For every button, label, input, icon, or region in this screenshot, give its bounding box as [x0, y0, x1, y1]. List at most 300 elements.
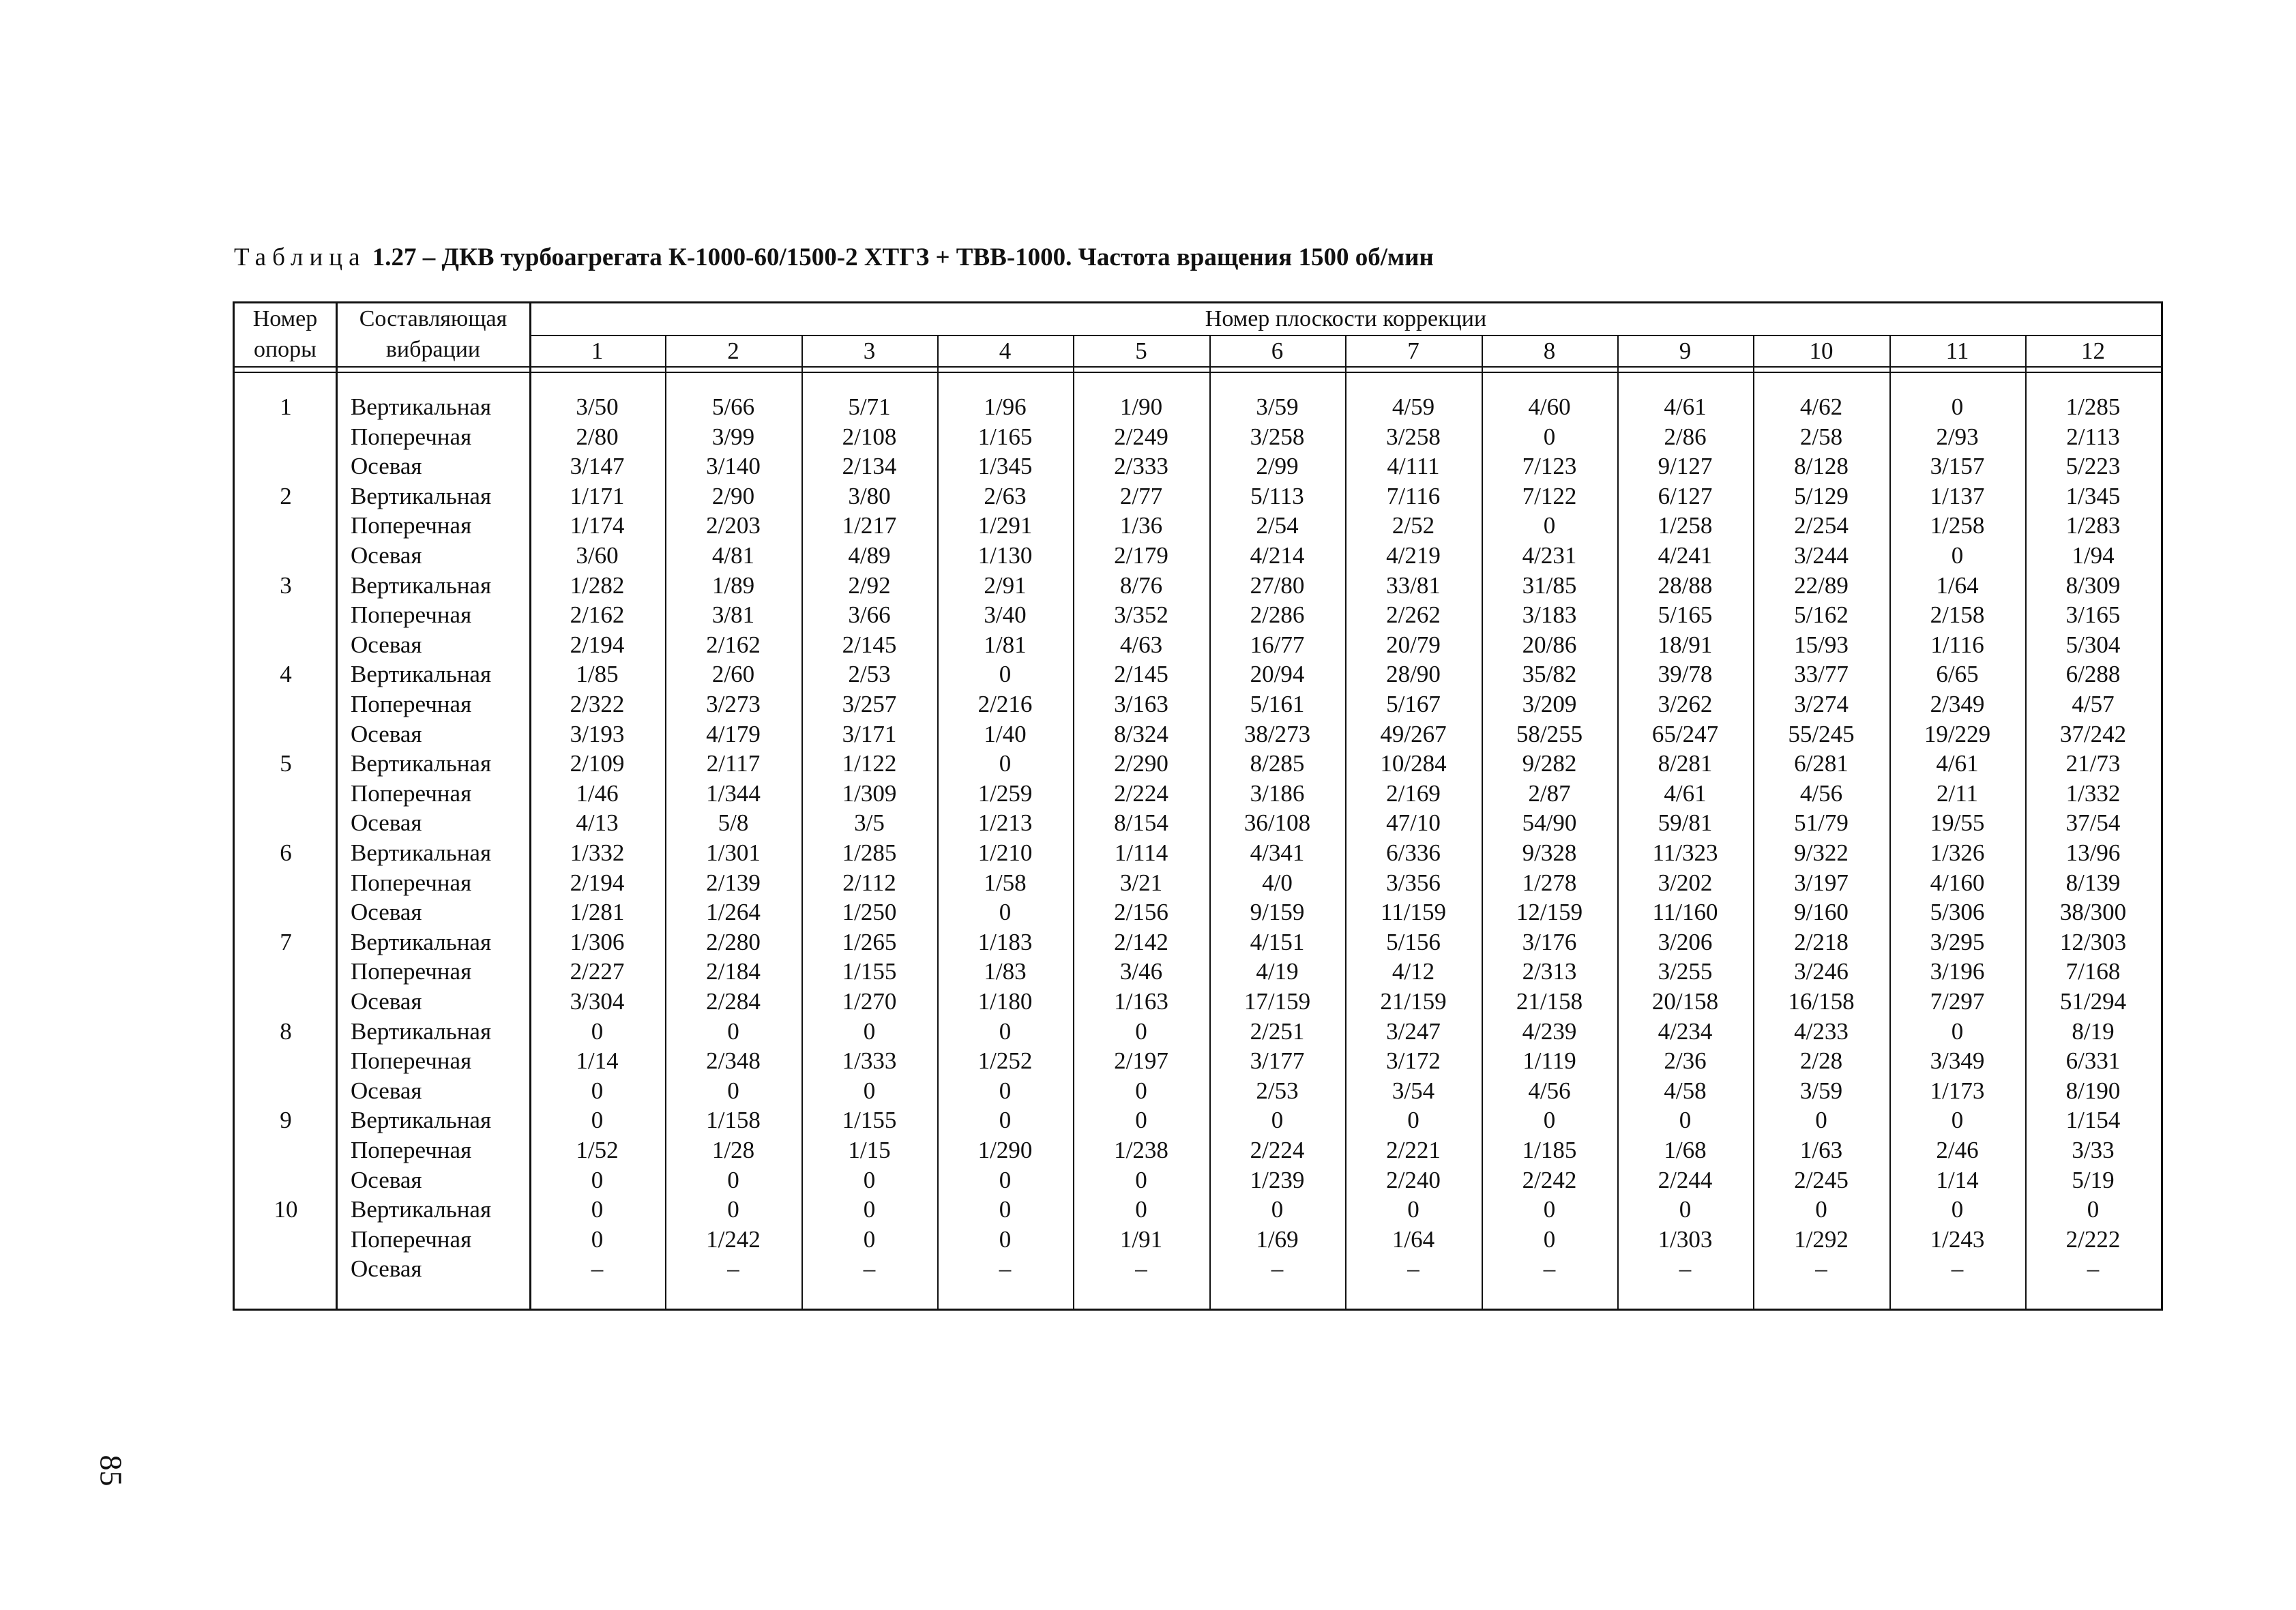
table-row	[235, 451, 2161, 481]
value-cell: 3/356	[1386, 869, 1441, 896]
value-cell: 3/196	[1930, 958, 1985, 985]
table-row	[235, 1254, 2161, 1284]
value-cell: 0	[999, 1107, 1012, 1134]
value-cell: 1/64	[1936, 571, 1979, 599]
value-cell: 4/12	[1392, 958, 1435, 985]
value-cell: 1/58	[984, 869, 1027, 896]
caption-title: 1.27 – ДКВ турбоагрегата К-1000-60/1500-2 ХТГЗ + ТВВ-1000. Частота вращения 1500 об/мин	[366, 243, 1434, 271]
value-cell: 2/92	[848, 571, 891, 599]
value-cell: 2/36	[1664, 1047, 1707, 1075]
value-cell: 3/33	[2072, 1137, 2115, 1163]
value-cell: 0	[999, 661, 1012, 688]
value-cell: 5/162	[1794, 601, 1849, 629]
value-cell: 2/87	[1528, 779, 1571, 807]
value-cell: 3/257	[842, 691, 897, 717]
table-row	[235, 1135, 2161, 1165]
value-cell: 8/309	[2065, 571, 2121, 599]
value-cell: 1/89	[711, 571, 755, 599]
value-cell: 2/53	[1256, 1077, 1299, 1104]
value-cell: 4/89	[848, 542, 891, 569]
value-cell: 1/332	[570, 839, 625, 866]
value-cell: 2/158	[1930, 601, 1985, 629]
value-cell: 8/154	[1114, 809, 1168, 837]
vibration-component-cell: Поперечная	[351, 691, 472, 717]
value-cell: 38/300	[2059, 899, 2127, 926]
value-cell: 0	[591, 1225, 604, 1253]
value-cell: 2/53	[848, 661, 891, 688]
value-cell: 2/93	[1936, 423, 1979, 450]
value-cell: 0	[591, 1166, 604, 1193]
value-cell: 1/210	[977, 839, 1033, 866]
value-cell: 4/241	[1658, 542, 1713, 569]
plane-number-header: 10	[1809, 338, 1834, 364]
value-cell: 9/159	[1250, 899, 1305, 926]
value-cell: 2/313	[1522, 958, 1577, 985]
value-cell: 1/114	[1114, 839, 1168, 866]
table-row	[235, 1046, 2161, 1076]
value-cell: 2/249	[1114, 423, 1168, 450]
value-cell: 1/69	[1256, 1225, 1299, 1253]
value-cell: 3/157	[1930, 453, 1985, 480]
value-cell: 1/344	[706, 779, 761, 807]
value-cell: 5/165	[1658, 601, 1713, 629]
value-cell: 2/108	[842, 423, 897, 450]
value-cell: 0	[591, 1196, 604, 1223]
plane-number-header: 7	[1407, 338, 1419, 364]
value-cell: 8/324	[1114, 720, 1168, 747]
value-cell: 3/247	[1386, 1017, 1441, 1045]
value-cell: 5/19	[2072, 1166, 2115, 1193]
value-cell: 18/91	[1658, 631, 1713, 658]
value-cell: 1/239	[1250, 1166, 1305, 1193]
value-cell: 1/265	[842, 928, 897, 955]
value-cell: 4/63	[1119, 631, 1163, 658]
value-cell: 0	[1135, 1107, 1147, 1134]
caption-label: Таблица	[234, 243, 366, 271]
value-cell: 3/147	[570, 453, 625, 480]
plane-number-header: 4	[999, 338, 1012, 364]
support-number-cell: 6	[280, 839, 292, 866]
value-cell: 0	[727, 1077, 739, 1104]
vibration-component-cell: Вертикальная	[351, 661, 492, 688]
value-cell: 5/129	[1794, 482, 1849, 509]
value-cell: 4/234	[1658, 1017, 1713, 1045]
value-cell: 4/81	[711, 542, 755, 569]
value-cell: 8/76	[1119, 571, 1163, 599]
vibration-component-cell: Поперечная	[351, 1137, 472, 1163]
value-cell: 9/328	[1522, 839, 1577, 866]
table-row	[235, 957, 2161, 987]
value-cell: –	[1407, 1255, 1419, 1283]
value-cell: 3/186	[1250, 779, 1305, 807]
value-cell: 4/61	[1664, 393, 1707, 420]
value-cell: –	[1951, 1255, 1964, 1283]
value-cell: 4/59	[1392, 393, 1435, 420]
vibration-component-cell: Осевая	[351, 1166, 422, 1193]
value-cell: 1/14	[1936, 1166, 1979, 1193]
value-cell: 1/345	[2065, 482, 2121, 509]
value-cell: 1/40	[984, 720, 1027, 747]
value-cell: 0	[1407, 1196, 1419, 1223]
value-cell: 6/288	[2065, 661, 2121, 688]
table-row	[235, 511, 2161, 541]
value-cell: 1/64	[1392, 1225, 1435, 1253]
value-cell: 3/21	[1119, 869, 1163, 896]
value-cell: 3/352	[1114, 601, 1168, 629]
value-cell: 3/59	[1799, 1077, 1843, 1104]
value-cell: 5/8	[718, 809, 749, 837]
support-number-cell: 3	[280, 571, 292, 599]
header-support-line1: Номер	[252, 306, 318, 331]
value-cell: 7/123	[1522, 453, 1577, 480]
value-cell: 0	[999, 899, 1012, 926]
value-cell: 2/244	[1658, 1166, 1713, 1193]
value-cell: 4/239	[1522, 1017, 1577, 1045]
value-cell: 33/81	[1386, 571, 1441, 599]
value-cell: 3/54	[1392, 1077, 1435, 1104]
value-cell: 0	[1543, 423, 1556, 450]
value-cell: 8/128	[1794, 453, 1849, 480]
value-cell: 51/294	[2059, 988, 2127, 1015]
value-cell: 15/93	[1794, 631, 1849, 658]
value-cell: 6/331	[2065, 1047, 2121, 1075]
value-cell: 20/79	[1386, 631, 1441, 658]
value-cell: 2/251	[1250, 1017, 1305, 1045]
value-cell: 5/161	[1250, 691, 1305, 717]
value-cell: 1/183	[977, 928, 1033, 955]
value-cell: 2/52	[1392, 512, 1435, 539]
value-cell: 2/224	[1114, 779, 1168, 807]
value-cell: 1/46	[576, 779, 619, 807]
table-row	[235, 838, 2161, 868]
value-cell: 2/194	[570, 631, 625, 658]
header-component-line2: вибрации	[385, 337, 481, 362]
value-cell: 35/82	[1522, 661, 1577, 688]
value-cell: 3/258	[1250, 423, 1305, 450]
value-cell: 33/77	[1794, 661, 1849, 688]
value-cell: 1/52	[576, 1137, 619, 1163]
value-cell: –	[1679, 1255, 1692, 1283]
value-cell: 1/278	[1522, 869, 1577, 896]
value-cell: 2/222	[2065, 1225, 2121, 1253]
table-row	[235, 630, 2161, 660]
value-cell: 20/94	[1250, 661, 1305, 688]
value-cell: 1/252	[977, 1047, 1033, 1075]
value-cell: 3/209	[1522, 691, 1577, 717]
value-cell: 19/55	[1930, 809, 1985, 837]
value-cell: 2/221	[1386, 1137, 1441, 1163]
value-cell: 0	[999, 1017, 1012, 1045]
value-cell: 4/219	[1386, 542, 1441, 569]
table-row	[235, 1105, 2161, 1135]
value-cell: 0	[1543, 1196, 1556, 1223]
value-cell: 2/169	[1386, 779, 1441, 807]
value-cell: 2/77	[1119, 482, 1163, 509]
value-cell: 2/99	[1256, 453, 1299, 480]
value-cell: 5/167	[1386, 691, 1441, 717]
plane-number-header: 9	[1679, 338, 1692, 364]
value-cell: 10/284	[1380, 750, 1447, 777]
value-cell: 2/46	[1936, 1137, 1979, 1163]
value-cell: 7/168	[2065, 958, 2121, 985]
value-cell: 4/56	[1528, 1077, 1571, 1104]
value-cell: 1/91	[1119, 1225, 1163, 1253]
value-cell: 2/348	[706, 1047, 761, 1075]
value-cell: 11/160	[1652, 899, 1718, 926]
value-cell: 2/86	[1664, 423, 1707, 450]
value-cell: 2/80	[576, 423, 619, 450]
value-cell: 1/36	[1119, 512, 1163, 539]
value-cell: 3/40	[984, 601, 1027, 629]
value-cell: 6/336	[1386, 839, 1441, 866]
value-cell: 1/15	[848, 1137, 891, 1163]
support-number-cell: 10	[274, 1196, 298, 1223]
value-cell: 1/163	[1114, 988, 1168, 1015]
value-cell: 1/14	[576, 1047, 619, 1075]
value-cell: 0	[999, 1196, 1012, 1223]
value-cell: 1/285	[2065, 393, 2121, 420]
vibration-component-cell: Поперечная	[351, 1225, 472, 1253]
value-cell: 1/63	[1799, 1137, 1843, 1163]
value-cell: 2/91	[984, 571, 1027, 599]
value-cell: 2/112	[842, 869, 896, 896]
value-cell: 2/245	[1794, 1166, 1849, 1193]
table-row	[235, 689, 2161, 719]
value-cell: 0	[999, 1225, 1012, 1253]
value-cell: 3/46	[1119, 958, 1163, 985]
table-row	[235, 571, 2161, 601]
table-row	[235, 868, 2161, 898]
value-cell: 2/184	[706, 958, 761, 985]
header-plane-group: Номер плоскости коррекции	[1205, 306, 1487, 331]
value-cell: 2/216	[977, 691, 1033, 717]
vibration-component-cell: Вертикальная	[351, 839, 492, 866]
value-cell: –	[727, 1255, 739, 1283]
vibration-component-cell: Осевая	[351, 988, 422, 1015]
value-cell: 4/151	[1250, 928, 1305, 955]
vibration-component-cell: Вертикальная	[351, 482, 492, 509]
value-cell: 4/60	[1528, 393, 1571, 420]
value-cell: 0	[1407, 1107, 1419, 1134]
value-cell: 1/258	[1930, 512, 1985, 539]
grid-line	[235, 366, 2161, 368]
value-cell: 1/130	[977, 542, 1033, 569]
value-cell: 3/258	[1386, 423, 1441, 450]
value-cell: 2/139	[706, 869, 761, 896]
value-cell: 4/58	[1664, 1077, 1707, 1104]
value-cell: 1/158	[706, 1107, 761, 1134]
value-cell: 2/227	[570, 958, 625, 985]
value-cell: 2/109	[570, 750, 625, 777]
table-row	[235, 808, 2161, 838]
value-cell: 0	[863, 1077, 876, 1104]
value-cell: –	[591, 1255, 604, 1283]
vibration-component-cell: Осевая	[351, 542, 422, 569]
data-table	[233, 301, 2163, 1311]
table-row	[235, 779, 2161, 809]
vibration-component-cell: Осевая	[351, 899, 422, 926]
value-cell: 1/281	[570, 899, 625, 926]
value-cell: 2/162	[570, 601, 625, 629]
value-cell: 2/162	[706, 631, 761, 658]
value-cell: 7/297	[1930, 988, 1985, 1015]
value-cell: 1/238	[1114, 1137, 1168, 1163]
value-cell: 21/73	[2065, 750, 2121, 777]
value-cell: 28/88	[1658, 571, 1713, 599]
vibration-component-cell: Осевая	[351, 453, 422, 480]
plane-number-header: 11	[1945, 338, 1969, 364]
value-cell: 51/79	[1794, 809, 1849, 837]
value-cell: 2/280	[706, 928, 761, 955]
value-cell: 0	[1679, 1196, 1692, 1223]
value-cell: 0	[999, 1077, 1012, 1104]
value-cell: 3/66	[848, 601, 891, 629]
value-cell: 2/117	[706, 750, 761, 777]
value-cell: 2/242	[1522, 1166, 1577, 1193]
value-cell: 1/290	[977, 1137, 1033, 1163]
value-cell: 5/223	[2065, 453, 2121, 480]
value-cell: 1/283	[2065, 512, 2121, 539]
value-cell: 1/180	[977, 988, 1033, 1015]
grid-line	[235, 372, 2161, 373]
value-cell: 1/285	[842, 839, 897, 866]
value-cell: 1/154	[2065, 1107, 2121, 1134]
value-cell: 1/270	[842, 988, 897, 1015]
value-cell: 38/273	[1243, 720, 1311, 747]
value-cell: 2/60	[711, 661, 755, 688]
value-cell: 0	[727, 1166, 739, 1193]
value-cell: 1/217	[842, 512, 897, 539]
value-cell: 2/203	[706, 512, 761, 539]
value-cell: –	[1135, 1255, 1147, 1283]
value-cell: 8/139	[2065, 869, 2121, 896]
value-cell: 4/179	[706, 720, 761, 747]
support-number-cell: 5	[280, 750, 292, 777]
value-cell: 1/155	[842, 1107, 897, 1134]
value-cell: 8/19	[2072, 1017, 2115, 1045]
value-cell: 0	[591, 1017, 604, 1045]
value-cell: 1/116	[1930, 631, 1984, 658]
value-cell: 3/262	[1658, 691, 1713, 717]
value-cell: 1/165	[977, 423, 1033, 450]
value-cell: 0	[1135, 1077, 1147, 1104]
value-cell: 3/5	[854, 809, 885, 837]
value-cell: 1/90	[1119, 393, 1163, 420]
value-cell: 3/349	[1930, 1047, 1985, 1075]
table-row	[235, 987, 2161, 1017]
value-cell: 4/160	[1930, 869, 1985, 896]
value-cell: 1/94	[2072, 542, 2115, 569]
support-number-cell: 4	[280, 661, 292, 688]
value-cell: 8/285	[1250, 750, 1305, 777]
vibration-component-cell: Вертикальная	[351, 571, 492, 599]
value-cell: 2/194	[570, 869, 625, 896]
value-cell: 5/156	[1386, 928, 1441, 955]
table-row	[235, 1165, 2161, 1195]
value-cell: 2/28	[1799, 1047, 1843, 1075]
table-row	[235, 927, 2161, 957]
value-cell: 3/99	[711, 423, 755, 450]
value-cell: 39/78	[1658, 661, 1713, 688]
value-cell: 0	[1679, 1107, 1692, 1134]
value-cell: 1/96	[984, 393, 1027, 420]
value-cell: 1/259	[977, 779, 1033, 807]
value-cell: 0	[1135, 1017, 1147, 1045]
value-cell: 22/89	[1794, 571, 1849, 599]
table-row	[235, 749, 2161, 779]
vibration-component-cell: Вертикальная	[351, 928, 492, 955]
value-cell: 16/158	[1788, 988, 1855, 1015]
value-cell: 1/155	[842, 958, 897, 985]
vibration-component-cell: Осевая	[351, 720, 422, 747]
value-cell: 0	[727, 1017, 739, 1045]
value-cell: 0	[591, 1077, 604, 1104]
plane-number-header: 8	[1543, 338, 1556, 364]
header-component-line1: Составляющая	[359, 306, 507, 331]
value-cell: 59/81	[1658, 809, 1713, 837]
value-cell: 49/267	[1380, 720, 1447, 747]
value-cell: 8/281	[1658, 750, 1713, 777]
value-cell: 1/333	[842, 1047, 897, 1075]
value-cell: 3/197	[1794, 869, 1849, 896]
value-cell: 4/0	[1262, 869, 1293, 896]
value-cell: 3/59	[1256, 393, 1299, 420]
value-cell: 0	[591, 1107, 604, 1134]
value-cell: 4/61	[1936, 750, 1979, 777]
value-cell: 3/163	[1114, 691, 1168, 717]
value-cell: 0	[1951, 393, 1964, 420]
value-cell: 1/28	[711, 1137, 755, 1163]
value-cell: 54/90	[1522, 809, 1577, 837]
value-cell: 0	[999, 1166, 1012, 1193]
value-cell: 2/58	[1799, 423, 1843, 450]
vibration-component-cell: Осевая	[351, 631, 422, 658]
table-row	[235, 392, 2161, 422]
value-cell: 4/19	[1256, 958, 1299, 985]
vibration-component-cell: Поперечная	[351, 779, 472, 807]
value-cell: 0	[1543, 512, 1556, 539]
value-cell: 1/173	[1930, 1077, 1985, 1104]
value-cell: 0	[1543, 1107, 1556, 1134]
value-cell: –	[1815, 1255, 1827, 1283]
value-cell: 4/233	[1794, 1017, 1849, 1045]
value-cell: 3/304	[570, 988, 625, 1015]
value-cell: 1/292	[1794, 1225, 1849, 1253]
vibration-component-cell: Поперечная	[351, 869, 472, 896]
value-cell: 5/71	[848, 393, 891, 420]
value-cell: 11/323	[1652, 839, 1718, 866]
value-cell: 4/231	[1522, 542, 1577, 569]
value-cell: 2/224	[1250, 1137, 1305, 1163]
value-cell: 28/90	[1386, 661, 1441, 688]
value-cell: 2/284	[706, 988, 761, 1015]
value-cell: 1/119	[1522, 1047, 1576, 1075]
value-cell: 1/185	[1522, 1137, 1577, 1163]
table-row	[235, 1076, 2161, 1106]
value-cell: 0	[1815, 1196, 1827, 1223]
value-cell: 4/57	[2072, 691, 2115, 717]
table-row	[235, 897, 2161, 927]
value-cell: 3/246	[1794, 958, 1849, 985]
value-cell: 4/56	[1799, 779, 1843, 807]
value-cell: 0	[863, 1196, 876, 1223]
value-cell: 21/158	[1516, 988, 1583, 1015]
value-cell: 0	[1271, 1107, 1284, 1134]
value-cell: 4/13	[576, 809, 619, 837]
value-cell: 0	[1135, 1196, 1147, 1223]
vibration-component-cell: Вертикальная	[351, 1196, 492, 1223]
value-cell: 0	[2087, 1196, 2100, 1223]
